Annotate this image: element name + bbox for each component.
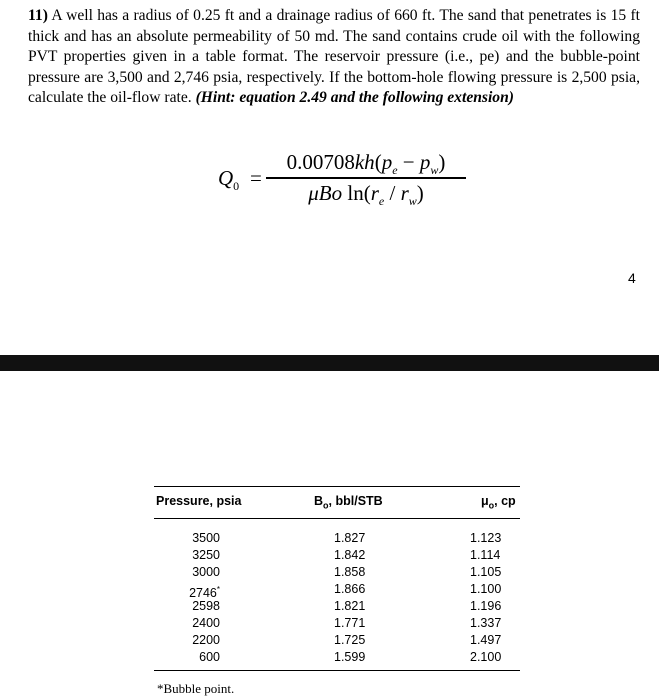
table-cell-pressure: 3000 <box>192 565 220 579</box>
pressure-column <box>174 530 220 666</box>
equation-lhs: $Q_0$ <box>218 166 240 194</box>
header-bo: $B_o$, bbl/STB <box>314 494 383 511</box>
table-cell-bo: 1.725 <box>334 633 366 647</box>
table-cell-bo: 1.599 <box>334 650 366 664</box>
bo-column <box>334 530 374 666</box>
table-cell-bo: 1.821 <box>334 599 366 613</box>
table-bottom-rule <box>154 670 520 671</box>
question-hint: (Hint: equation 2.49 and the following extension) <box>195 89 514 107</box>
table-cell-bo: 1.866 <box>334 582 366 596</box>
table-cell-mu: 2.100 <box>470 650 502 664</box>
table-cell-pressure: 2598 <box>192 599 220 613</box>
table-cell-bo: 1.827 <box>334 531 366 545</box>
header-mu: $\mu_o$, cp <box>481 494 516 511</box>
equals-sign: = <box>250 166 262 190</box>
page-number: 4 <box>628 270 636 286</box>
flow-rate-equation <box>218 150 478 220</box>
table-header-rule <box>154 518 520 519</box>
table-cell-pressure: 3250 <box>192 548 220 562</box>
table-cell-bo: 1.771 <box>334 616 366 630</box>
table-cell-mu: 1.105 <box>470 565 502 579</box>
mu-column <box>470 530 515 666</box>
table-cell-mu: 1.100 <box>470 582 502 596</box>
table-cell-mu: 1.196 <box>470 599 502 613</box>
question-text <box>28 6 640 109</box>
question-number: 11) <box>28 7 48 24</box>
header-pressure: Pressure, psia <box>156 494 242 508</box>
table-cell-mu: 1.114 <box>470 548 501 562</box>
page-divider <box>0 355 659 371</box>
table-cell-pressure-bubble: 2746* <box>189 585 220 601</box>
table-cell-pressure: 3500 <box>192 531 220 545</box>
table-cell-mu: 1.337 <box>470 616 502 630</box>
question-body: A well has a radius of 0.25 ft and a drainage radius of 660 ft. The sand that penetrates is 15 ft thick and has an absolute permeability of 50 md. The sand contains crude oil with the following PVT properties given in a table format. The reservoir pressure (i.e., pe) and the bubble-point pressure are 3,500 and 2,746 psia, respectively. If the bottom-hole flowing pressure is 2,500 psia, calculate the oil-flow rate. <box>28 7 640 107</box>
table-cell-pressure: 2200 <box>192 633 220 647</box>
table-cell-mu: 1.497 <box>470 633 502 647</box>
fraction-bar <box>266 177 466 179</box>
table-cell-pressure: 600 <box>199 650 220 664</box>
table-cell-mu: 1.123 <box>470 531 502 545</box>
table-footnote: *Bubble point. <box>157 681 235 696</box>
table-cell-pressure: 2400 <box>192 616 220 630</box>
equation-numerator: $0.00708kh(p_e - p_w)$ <box>286 150 446 178</box>
table-cell-bo: 1.842 <box>334 548 366 562</box>
equation-denominator: μBo $\ln(r_e / r_w)$ <box>308 181 424 209</box>
table-top-rule <box>154 486 520 487</box>
table-cell-bo: 1.858 <box>334 565 366 579</box>
